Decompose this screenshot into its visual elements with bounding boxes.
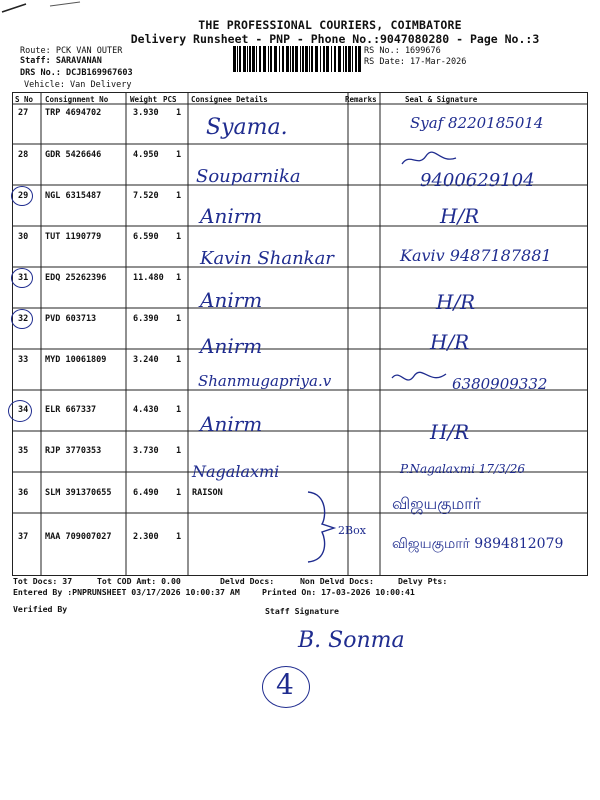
row-pcs: 1 (176, 191, 182, 201)
consignee-signature: Anirm (200, 204, 263, 228)
handwritten-page-number: 4 (276, 668, 294, 701)
row-weight: 4.430 (133, 405, 159, 415)
row-sno: 28 (18, 150, 29, 160)
row-sno: 31 (18, 273, 29, 283)
col-consignee: Consignee Details (191, 95, 268, 104)
staff-label: Staff: SARAVANAN (20, 56, 102, 66)
row-pcs: 1 (176, 150, 182, 160)
row-consignment: MYD 10061809 (45, 355, 107, 365)
row-weight: 2.300 (133, 532, 159, 542)
row-consignment: RJP 3770353 (45, 446, 102, 456)
row-weight: 6.590 (133, 232, 159, 242)
row-weight: 6.490 (133, 488, 159, 498)
consignee-signature: Syama. (206, 115, 288, 140)
seal-scribble-icon (390, 368, 450, 390)
row-weight: 11.480 (133, 273, 164, 283)
consignee-signature: Shanmugapriya.v (198, 372, 332, 390)
row-sno: 34 (18, 405, 29, 415)
row-weight: 3.240 (133, 355, 159, 365)
row-sno: 30 (18, 232, 29, 242)
row-sno: 33 (18, 355, 29, 365)
consignee-signature: Anirm (200, 412, 263, 436)
seal-signature: விஜயகுமார் (392, 494, 481, 513)
consignee-signature: Anirm (200, 334, 263, 358)
row-pcs: 1 (176, 532, 182, 542)
row-consignment: PVD 603713 (45, 314, 97, 324)
rs-date: RS Date: 17-Mar-2026 (364, 57, 467, 67)
seal-scribble-icon (400, 150, 460, 170)
row-sno: 35 (18, 446, 29, 456)
col-remarks: Remarks (345, 95, 377, 104)
row-sno: 32 (18, 314, 29, 324)
row-pcs: 1 (176, 488, 182, 498)
row-consignment: TRP 4694702 (45, 108, 102, 118)
remark-note: 2Box (338, 524, 366, 537)
rs-info (364, 46, 466, 68)
printed-on: Printed On: 17-03-2026 10:00:41 (262, 587, 415, 597)
barcode-icon (233, 46, 361, 72)
row-weight: 6.390 (133, 314, 159, 324)
rs-number: RS No.: 1699676 (364, 46, 441, 56)
total-cod: Tot COD Amt: 0.00 (97, 576, 181, 586)
delivered-docs: Delvd Docs: (220, 576, 275, 586)
brace-mark-icon (300, 488, 340, 566)
row-consignment: SLM 391370655 (45, 488, 112, 498)
row-consignment: NGL 6315487 (45, 191, 102, 201)
seal-signature: விஜயகுமார் 9894812079 (392, 536, 564, 552)
staff-signature-label: Staff Signature (265, 606, 339, 616)
scan-mark-icon (0, 0, 90, 20)
consignee-signature: Anirm (200, 288, 263, 312)
seal-signature: Kaviv 9487187881 (400, 246, 552, 265)
row-weight: 3.930 (133, 108, 159, 118)
consignee-signature: Nagalaxmi (192, 462, 280, 481)
row-consignment: EDQ 25262396 (45, 273, 107, 283)
row-sno: 37 (18, 532, 29, 542)
row-weight: 4.950 (133, 150, 159, 160)
row-pcs: 1 (176, 108, 182, 118)
seal-signature: H/R (440, 204, 480, 228)
vehicle-label: Vehicle: Van Delivery (24, 80, 132, 90)
row-sno: 29 (18, 191, 29, 201)
company-title: THE PROFESSIONAL COURIERS, COIMBATORE (198, 18, 462, 32)
seal-signature: H/R (430, 420, 470, 444)
non-delivered-docs: Non Delvd Docs: (300, 576, 374, 586)
row-pcs: 1 (176, 314, 182, 324)
seal-signature: 9400629104 (420, 170, 535, 191)
seal-signature: Syaf 8220185014 (410, 114, 544, 132)
row-pcs: 1 (176, 273, 182, 283)
seal-signature: H/R (430, 330, 470, 354)
runsheet-subtitle: Delivery Runsheet - PNP - Phone No.:9047080280 - Page No.:3 (130, 32, 540, 46)
route-label: Route: PCK VAN OUTER (20, 46, 123, 56)
row-sno: 27 (18, 108, 29, 118)
row-pcs: 1 (176, 446, 182, 456)
seal-signature: 6380909332 (452, 375, 548, 393)
seal-signature: P.Nagalaxmi 17/3/26 (400, 462, 525, 476)
row-pcs: 1 (176, 232, 182, 242)
col-seal: Seal & Signature (405, 95, 478, 104)
row-pcs: 1 (176, 355, 182, 365)
verified-by: Verified By (13, 604, 68, 614)
row-consignment: ELR 667337 (45, 405, 97, 415)
row-consignee: RAISON (192, 488, 223, 498)
delivery-points: Delvy Pts: (398, 576, 448, 586)
drs-label: DRS No.: DCJB169967603 (20, 68, 133, 78)
row-consignment: TUT 1190779 (45, 232, 102, 242)
row-weight: 3.730 (133, 446, 159, 456)
col-sno: S No (15, 95, 34, 104)
seal-signature: H/R (436, 290, 476, 314)
entered-by: Entered By :PNPRUNSHEET 03/17/2026 10:00:37 AM (13, 587, 240, 597)
row-sno: 36 (18, 488, 29, 498)
col-weight: Weight (130, 95, 158, 104)
col-consignment: Consignment No (45, 95, 109, 104)
row-pcs: 1 (176, 405, 182, 415)
total-docs: Tot Docs: 37 (13, 576, 73, 586)
consignee-signature: Kavin Shankar (200, 248, 334, 269)
staff-signature: B. Sonma (298, 628, 405, 653)
row-consignment: GDR 5426646 (45, 150, 102, 160)
consignee-signature: Souparnika (196, 166, 301, 187)
row-weight: 7.520 (133, 191, 159, 201)
row-consignment: MAA 709007027 (45, 532, 112, 542)
col-pcs: PCS (163, 95, 177, 104)
